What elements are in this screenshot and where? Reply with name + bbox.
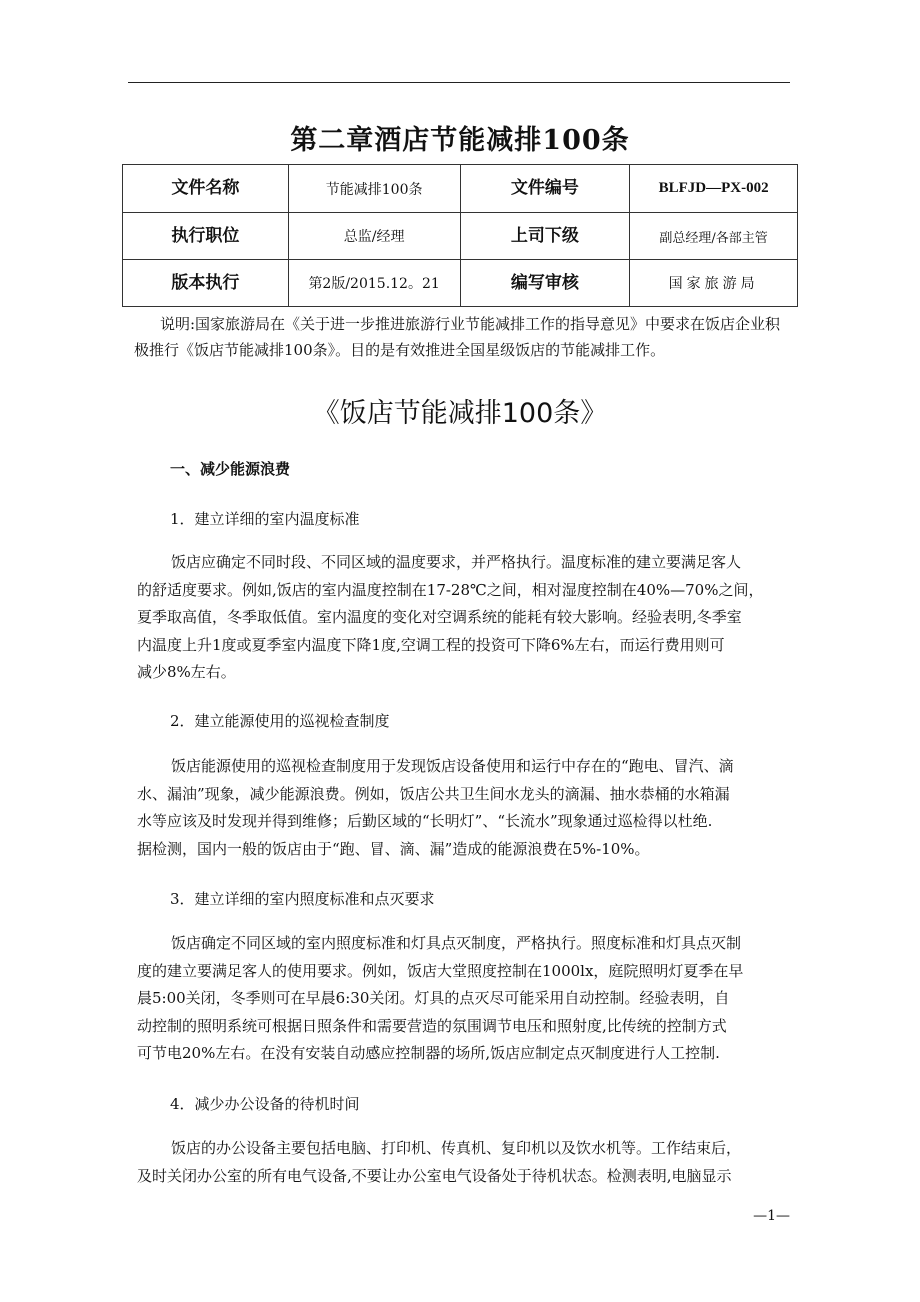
label-version: 版本执行 (123, 260, 289, 307)
value-reporting: 副总经理/各部主管 (630, 213, 798, 260)
table-row (123, 165, 798, 213)
paragraph-line: 据检测，国内一般的饭店由于“跑、冒、滴、漏”造成的能源浪费在5%-10%。 (137, 839, 650, 858)
value-review: 国家旅游局 (630, 260, 798, 307)
value-version: 第2版/2015.12。21 (288, 260, 460, 307)
paragraph-line: 可节电20%左右。在没有安装自动感应控制器的场所,饭店应制定点灭制度进行人工控制. (137, 1044, 720, 1062)
paragraph-line: 的舒适度要求。例如,饭店的室内温度控制在17-28℃之间，相对湿度控制在40%—70%之间， (137, 580, 764, 599)
value-position: 总监/经理 (288, 213, 460, 260)
paragraph-line: 饭店的办公设备主要包括电脑、打印机、传真机、复印机以及饮水机等。工作结束后， (171, 1139, 742, 1157)
paragraph-line: 内温度上升1度或夏季室内温度下降1度,空调工程的投资可下降6%左右，而运行费用则可 (137, 635, 725, 654)
label-file-number: 文件编号 (460, 165, 630, 213)
item-4-heading: 4．减少办公设备的待机时间 (170, 1095, 360, 1113)
paragraph-line: 饭店能源使用的巡视检查制度用于发现饭店设备使用和运行中存在的“跑电、冒汽、滴 (171, 757, 734, 775)
section-heading: 一、减少能源浪费 (170, 460, 291, 478)
table-row (123, 260, 798, 307)
explanation-note (134, 311, 792, 363)
paragraph-line: 饭店确定不同区域的室内照度标准和灯具点灭制度，严格执行。照度标准和灯具点灭制 (171, 934, 742, 952)
item-3-paragraph (137, 930, 789, 1068)
paragraph-line: 饭店应确定不同时段、不同区域的温度要求，并严格执行。温度标准的建立要满足客人 (171, 553, 742, 571)
chapter-title: 第二章酒店节能减排100条 (290, 125, 630, 156)
label-review: 编写审核 (460, 260, 630, 307)
label-file-name: 文件名称 (123, 165, 289, 213)
paragraph-line: 晨5:00关闭，冬季则可在早晨6:30关闭。灯具的点灭尽可能采用自动控制。经验表明，自 (137, 989, 730, 1007)
value-file-number: BLFJD—PX-002 (630, 165, 798, 213)
item-2-heading: 2．建立能源使用的巡视检查制度 (170, 712, 390, 730)
paragraph-line: 水、漏油”现象，减少能源浪费。例如，饭店公共卫生间水龙头的滴漏、抽水恭桶的水箱漏 (137, 784, 730, 803)
table-row (123, 213, 798, 260)
page-number: —1— (753, 1208, 790, 1224)
item-1-heading: 1．建立详细的室内温度标准 (170, 510, 360, 528)
document-info-table (122, 164, 798, 307)
paragraph-line: 水等应该及时发现并得到维修；后勤区域的“长明灯”、“长流水”现象通过巡检得以杜绝. (137, 812, 713, 830)
paragraph-line: 减少8%左右。 (137, 663, 236, 681)
item-1-paragraph (137, 549, 789, 687)
paragraph-line: 及时关闭办公室的所有电气设备,不要让办公室电气设备处于待机状态。检测表明,电脑显示 (137, 1166, 732, 1185)
item-2-paragraph (137, 753, 789, 863)
label-position: 执行职位 (123, 213, 289, 260)
header-rule (128, 82, 790, 83)
main-title: 《饭店节能减排100条》 (312, 398, 608, 429)
label-reporting: 上司下级 (460, 213, 630, 260)
item-3-heading: 3．建立详细的室内照度标准和点灭要求 (170, 890, 435, 908)
note-text: 说明:国家旅游局在《关于进一步推进旅游行业节能减排工作的指导意见》中要求在饭店企业积极推行《饭店节能减排100条》。目的是有效推进全国星级饭店的节能减排工作。 (134, 315, 781, 359)
paragraph-line: 夏季取高值，冬季取低值。室内温度的变化对空调系统的能耗有较大影响。经验表明,冬季室 (137, 608, 742, 626)
paragraph-line: 度的建立要满足客人的使用要求。例如，饭店大堂照度控制在1000lx，庭院照明灯夏季在早 (137, 961, 744, 980)
paragraph-line: 动控制的照明系统可根据日照条件和需要营造的氛围调节电压和照射度,比传统的控制方式 (137, 1016, 727, 1035)
item-4-paragraph (137, 1135, 789, 1190)
value-file-name: 节能减排100条 (288, 165, 460, 213)
